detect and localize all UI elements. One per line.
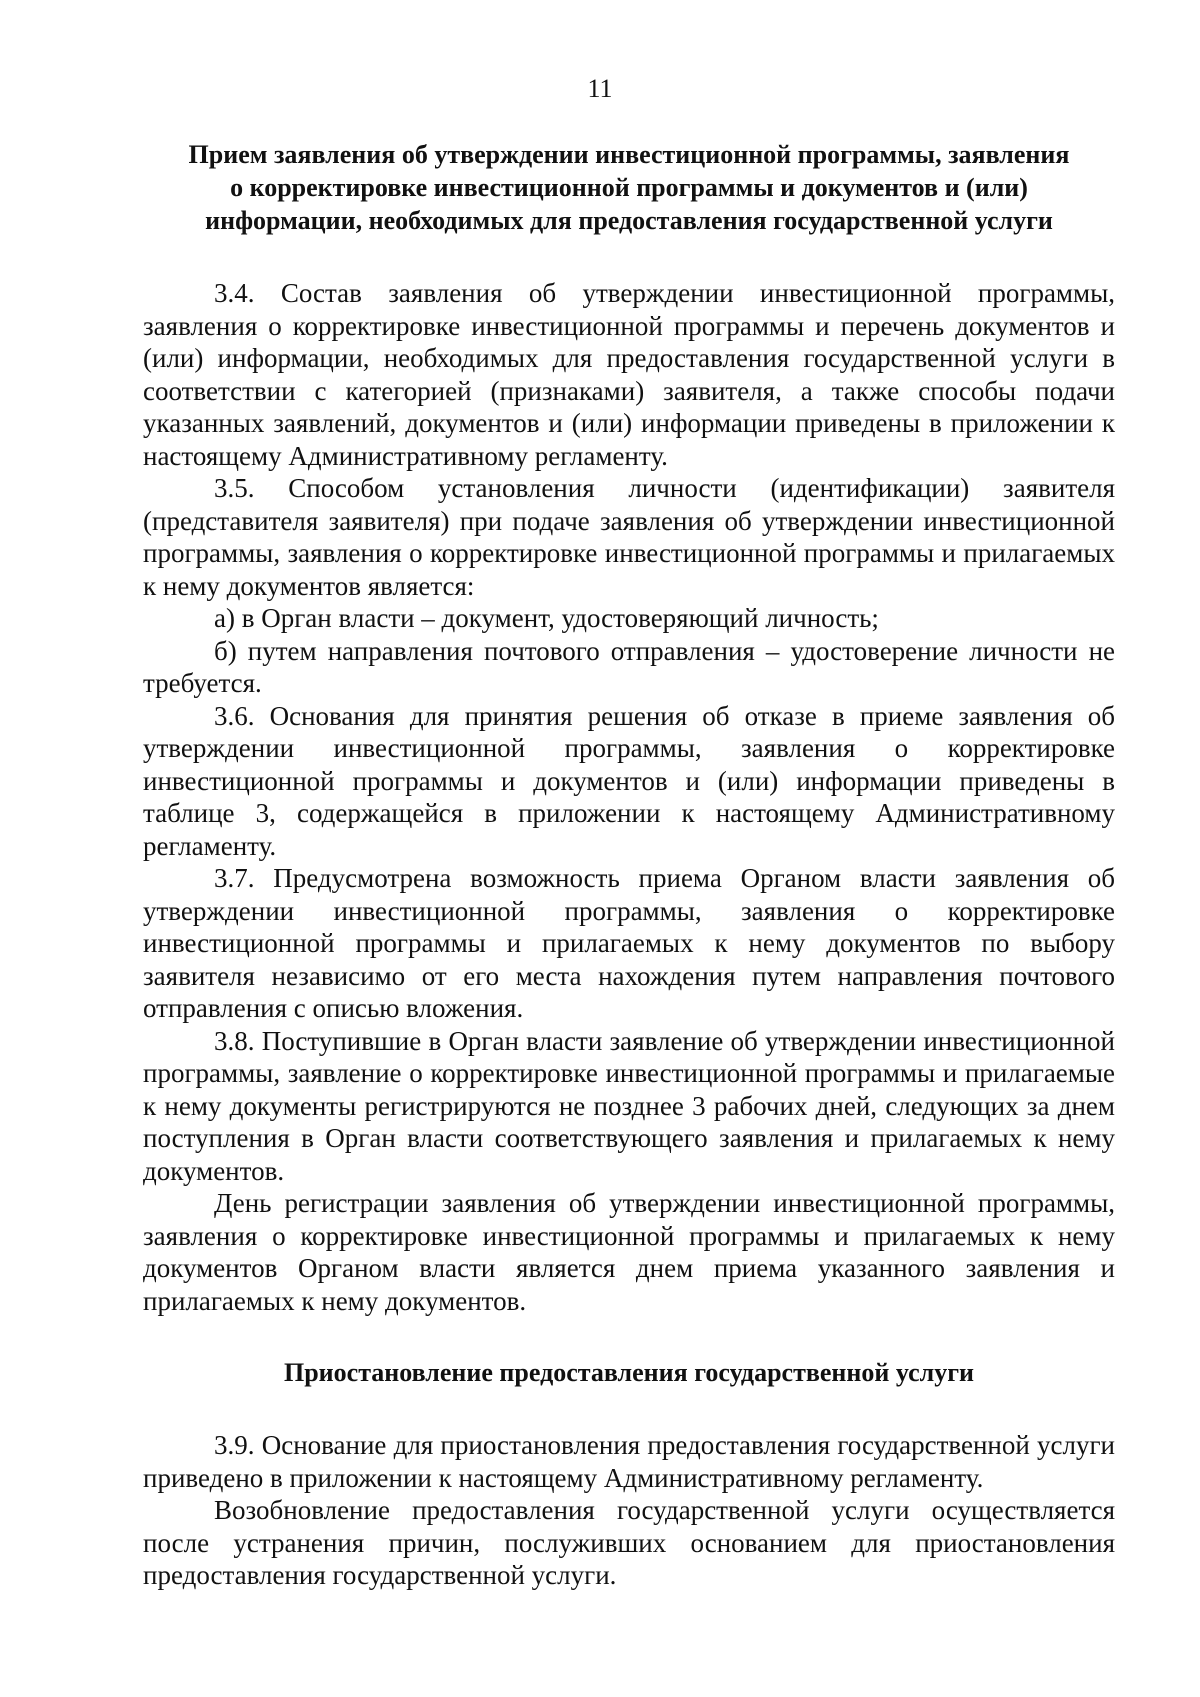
paragraph-registration-day: День регистрации заявления об утверждении инвестиционной программы, заявления о корректировке инвестиционной программы и прилагаемых к нему документов Органом власти является днем приема указанного заявления и прилагаемых к нему документов.	[143, 1188, 1115, 1316]
paragraph-3-9: 3.9. Основание для приостановления предоставления государственной услуги приведено в приложении к настоящему Административному регламенту.	[143, 1430, 1115, 1493]
paragraph-3-8: 3.8. Поступившие в Орган власти заявление об утверждении инвестиционной программы, заявление о корректировке инвестиционной программы и прилагаемые к нему документы регистрируются не позднее 3 рабочих дней, следующих за днем поступления в Орган власти соответствующего заявления и прилагаемых к нему документов.	[143, 1025, 1115, 1186]
paragraph-3-5-b: б) путем направления почтового отправления – удостоверение личности не требуется.	[143, 635, 1115, 698]
section-heading-suspension: Приостановление предоставления государственной услуги	[283, 1358, 974, 1387]
paragraph-3-6: 3.6. Основания для принятия решения об отказе в приеме заявления об утверждении инвестиционной программы, заявления о корректировке инвестиционной программы и документов и (или) информации приведены в таблице 3, содержащейся в приложении к настоящему Административному регламенту.	[143, 700, 1115, 861]
section-body-suspension	[143, 1429, 1115, 1592]
paragraph-3-5: 3.5. Способом установления личности (идентификации) заявителя (представителя заявителя) при подаче заявления об утверждении инвестиционной программы, заявления о корректировке инвестиционной программы и прилагаемых к нему документов является:	[143, 473, 1115, 601]
paragraph-3-4: 3.4. Состав заявления об утверждении инвестиционной программы, заявления о корректировке инвестиционной программы и перечень документов и (или) информации, необходимых для предоставления государственной услуги в соответствии с категорией (признаками) заявителя, а также способы подачи указанных заявлений, документов и (или) информации приведены в приложении к настоящему Административному регламенту.	[143, 278, 1115, 471]
paragraph-resumption: Возобновление предоставления государственной услуги осуществляется после устранения причин, послуживших основанием для приостановления предоставления государственной услуги.	[143, 1495, 1115, 1590]
section-body-reception	[143, 277, 1115, 1317]
paragraph-3-5-a: а) в Орган власти – документ, удостоверяющий личность;	[214, 603, 879, 633]
page-number: 11	[587, 74, 613, 103]
heading-line: о корректировке инвестиционной программы и документов и (или)	[230, 173, 1028, 202]
heading-line: Прием заявления об утверждении инвестиционной программы, заявления	[188, 140, 1070, 169]
paragraph-3-7: 3.7. Предусмотрена возможность приема Органом власти заявления об утверждении инвестиционной программы, заявления о корректировке инвестиционной программы и прилагаемых к нему документов по выбору заявителя независимо от его места нахождения путем направления почтового отправления с описью вложения.	[143, 863, 1115, 1023]
page-content	[143, 138, 1115, 1592]
heading-line: информации, необходимых для предоставления государственной услуги	[205, 206, 1053, 235]
section-heading-reception	[143, 138, 1115, 237]
